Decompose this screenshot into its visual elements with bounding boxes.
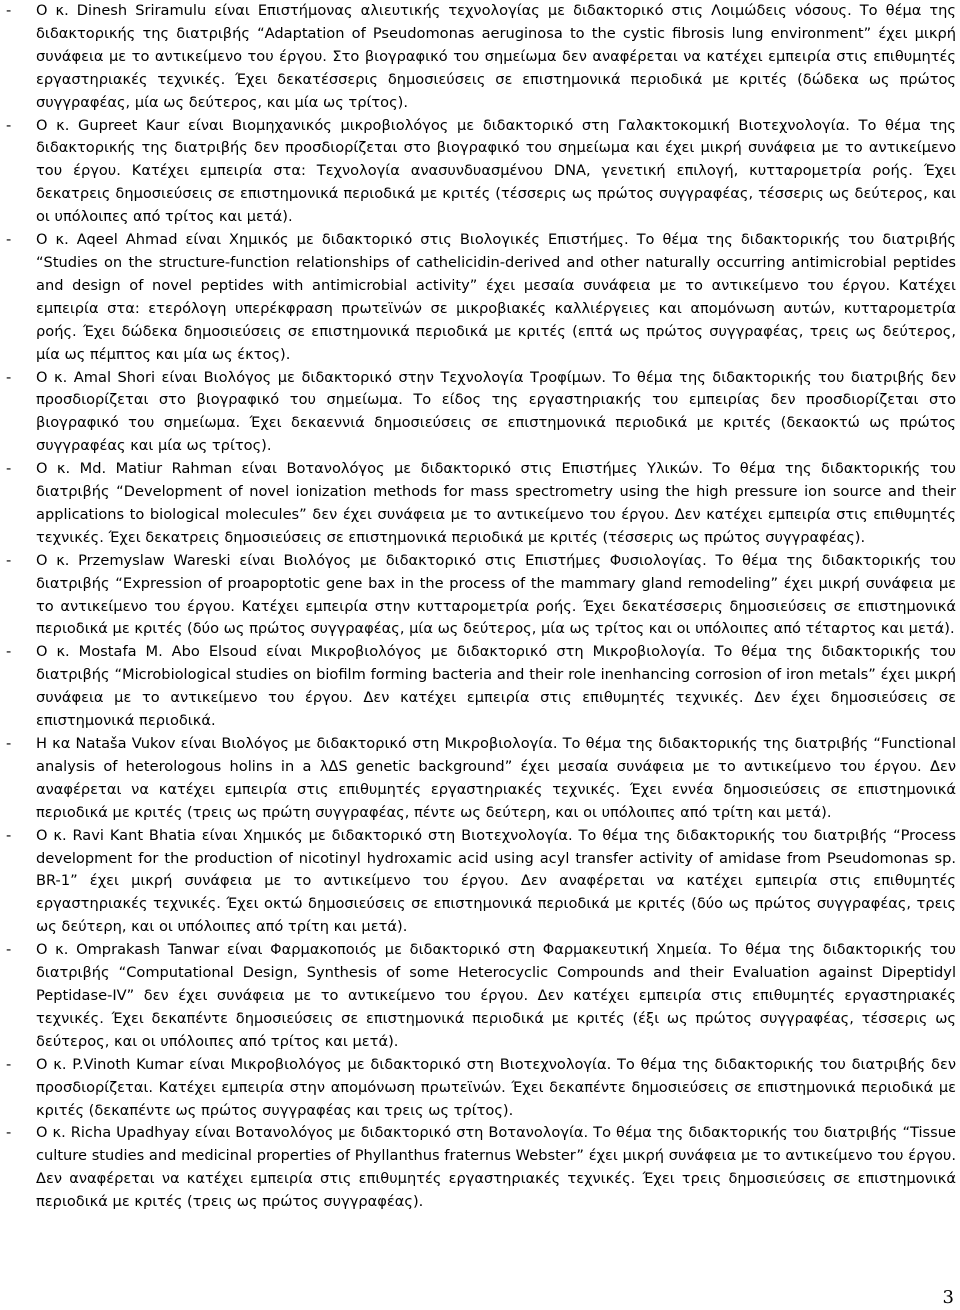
list-item xyxy=(0,939,960,1054)
list-item xyxy=(0,1054,960,1123)
list-bullet: - xyxy=(6,1055,12,1073)
list-item-text: Ο κ. Richa Upadhyay είναι Βοτανολόγος με διδακτορικό στη Βοτανολογία. Το θέμα της διδακτορικής του διατριβής “Tissue culture studies and medicinal properties of Phyllanthus fraternus Webster” έχει μικρή συνάφεια με το αντικείμενο του έργου. Δεν αναφέρεται να κατέχει εμπειρία στις επιθυμητές εργαστηριακές τεχνικές. Έχει τρεις δημοσιεύσεις σε επιστημονικά περιοδικά με κριτές (τρεις ως πρώτος συγγραφέας). xyxy=(36,1124,956,1211)
list-item-text: Ο κ. Amal Shori είναι Βιολόγος με διδακτορικό στην Τεχνολογία Τροφίμων. Το θέμα της διδακτορικής του διατριβής δεν προσδιορίζεται στο βιογραφικό του σημείωμα. Το είδος της εργαστηριακής του εμπειρίας δεν προσδιορίζεται στο βιογραφικό του σημείωμα. Έχει δεκαεννιά δημοσιεύσεις σε επιστημονικά περιοδικά με κριτές (δεκαοκτώ ως πρώτος συγγραφέας και μία ως τρίτος). xyxy=(36,368,956,455)
list-item xyxy=(0,550,960,642)
list-bullet: - xyxy=(6,2,12,19)
list-item xyxy=(0,1122,960,1214)
list-bullet: - xyxy=(6,1124,12,1142)
list-item-text: Ο κ. P.Vinoth Kumar είναι Μικροβιολόγος με διδακτορικό στη Βιοτεχνολογία. Το θέμα της διδακτορικής του διατριβής δεν προσδιορίζεται. Κατέχει εμπειρία στην απομόνωση πρωτεϊνών. Έχει δεκαπέντε δημοσιεύσεις σε επιστημονικά περιοδικά με κριτές (δεκαπέντε ως πρώτος συγγραφέας και τρεις ως τρίτος). xyxy=(36,1055,956,1119)
list-bullet: - xyxy=(6,826,12,844)
list-item-text: Ο κ. Gupreet Kaur είναι Βιομηχανικός μικροβιολόγος με διδακτορικό στη Γαλακτοκομική Βιοτεχνολογία. Το θέμα της διδακτορικής της διατριβής δεν προσδιορίζεται στο βιογραφικό του σημείωμα και έχει μικρή συνάφεια με το αντικείμενο του έργου. Κατέχει εμπειρία στα: Τεχνολογία ανασυνδυασμένου DNA, γενετική επιλογή, κυτταρομετρία ροής. Έχει δεκατρεις δημοσιεύσεις σε επιστημονικά περιοδικά με κριτές (τέσσερις ως πρώτος συγγραφέας, τέσσερις ως δεύτερος, και οι υπόλοιπες από τρίτος και μετά). xyxy=(36,116,956,226)
list-bullet: - xyxy=(6,231,12,249)
list-item-text: Ο κ. Dinesh Sriramulu είναι Επιστήμονας αλιευτικής τεχνολογίας με διδακτορικό στις Λοιμώδεις νόσους. Το θέμα της διδακτορικής της διατριβής “Adaptation of Pseudomonas aeruginosa to the cystic fibrosis lung environment” έχει μικρή συνάφεια με το αντικείμενο του έργου. Στο βιογραφικό του σημείωμα δεν αναφέρεται να κατέχει εμπειρία στις επιθυμητές εργαστηριακές τεχνικές. Έχει δεκατέσσερις δημοσιεύσεις σε επιστημονικά περιοδικά με κριτές (δώδεκα ως πρώτος συγγραφέας, μία ως δεύτερος, και μία ως τρίτος). xyxy=(36,2,956,111)
list-item-text: Ο κ. Omprakash Tanwar είναι Φαρμακοποιός με διδακτορικό στη Φαρμακευτική Χημεία. Το θέμα της διδακτορικής του διατριβής “Computational Design, Synthesis of some Heterocyclic Compounds and their Evaluation against Dipeptidyl Peptidase-IV” δεν έχει συνάφεια με το αντικείμενο του έργου. Δεν κατέχει εμπειρία στις επιθυμητές εργαστηριακές τεχνικές. Έχει δεκαπέντε δημοσιεύσεις σε επιστημονικά περιοδικά με κριτές (έξι ως πρώτος συγγραφέας, τέσσερις ως δεύτερος, και οι υπόλοιπες από τρίτος και μετά). xyxy=(36,941,956,1050)
list-bullet: - xyxy=(6,735,12,752)
list-bullet: - xyxy=(6,643,12,661)
list-item xyxy=(0,229,960,366)
page-number: 3 xyxy=(942,1287,954,1308)
list-item-text: Ο κ. Mostafa M. Abo Elsoud είναι Μικροβιολόγος με διδακτορικό στη Μικροβιολογία. Το θέμα της διδακτορικής του διατριβής “Microbiological studies on biofilm forming bacteria and their role inenhancing corrosion of iron metals” έχει μικρή συνάφεια με το αντικείμενο του έργου. Δεν κατέχει εμπειρία στις επιθυμητές τεχνικές. Δεν έχει δημοσιεύσεις σε επιστημονικά περιοδικά. xyxy=(36,643,956,730)
list-bullet: - xyxy=(6,941,12,959)
list-item xyxy=(0,458,960,550)
list-item xyxy=(0,367,960,459)
list-bullet: - xyxy=(6,368,12,386)
list-item-text: Ο κ. Aqeel Ahmad είναι Χημικός με διδακτορικό στις Βιολογικές Επιστήμες. Το θέμα της διδακτορικής του διατριβής “Studies on the structure-function relationships of cathelicidin-derived and other naturally occurring antimicrobial peptides and design of novel peptides with antimicrobial activity” έχει μεσαία συνάφεια με το αντικείμενο του έργου. Κατέχει εμπειρία στα: ετερόλογη υπερέκφραση πρωτεϊνών σε μικροβιακές καλλιέργειες και απομόνωση αυτών, κυτταρομετρία ροής. Έχει δώδεκα δημοσιεύσεις σε επιστημονικά περιοδικά με κριτές (επτά ως πρώτος συγγραφέας, τρεις ως δεύτερος, μία ως πέμπτος και μία ως έκτος). xyxy=(36,231,956,363)
list-bullet: - xyxy=(6,551,12,569)
list-item xyxy=(0,641,960,733)
list-item-text: Ο κ. Ravi Kant Bhatia είναι Χημικός με διδακτορικό στη Βιοτεχνολογία. Το θέμα της διδακτορικής του διατριβής “Process development for the production of nicotinyl hydroxamic acid using acyl transfer activity of amidase from Pseudomonas sp. BR-1” έχει μικρή συνάφεια με το αντικείμενο του έργου. Δεν αναφέρεται να κατέχει εμπειρία στις επιθυμητές εργαστηριακές τεχνικές. Έχει οκτώ δημοσιεύσεις σε επιστημονικά περιοδικά με κριτές (δύο ως πρώτος συγγραφέας, τρεις ως δεύτερη, και οι υπόλοιπες από τρίτη και μετά). xyxy=(36,826,956,936)
list-item xyxy=(0,115,960,230)
list-item xyxy=(0,733,960,825)
list-item-text: Η κα Nataša Vukov είναι Βιολόγος με διδακτορικό στη Μικροβιολογία. Το θέμα της διδακτορικής της διατριβής “Functional analysis of heterologous holins in a λΔS genetic background” έχει μεσαία συνάφεια με το αντικείμενο του έργου. Δεν αναφέρεται να κατέχει εμπειρία στις επιθυμητές εργαστηριακές τεχνικές. Έχει εννέα δημοσιεύσεις σε επιστημονικά περιοδικά με κριτές (τρεις ως πρώτη συγγραφέας, πέντε ως δεύτερη, και οι υπόλοιπες από τρίτη και μετά). xyxy=(36,735,956,821)
list-item xyxy=(0,825,960,940)
list-item-text: Ο κ. Przemyslaw Wareski είναι Βιολόγος με διδακτορικό στις Επιστήμες Φυσιολογίας. Το θέμα της διδακτορικής του διατριβής “Expression of proapoptotic gene bax in the process of the mammary gland remodeling” έχει μικρή συνάφεια με το αντικείμενο του έργου. Κατέχει εμπειρία στην κυτταρομετρία ροής. Έχει δεκατέσσερις δημοσιεύσεις σε επιστημονικά περιοδικά με κριτές (δύο ως πρώτος συγγραφέας, μία ως δεύτερος, μία ως τρίτος και οι υπόλοιπες από τέταρτος και μετά). xyxy=(36,551,956,638)
list-item xyxy=(0,0,960,115)
list-bullet: - xyxy=(6,460,12,478)
list-item-text: Ο κ. Md. Matiur Rahman είναι Βοτανολόγος με διδακτορικό στις Επιστήμες Υλικών. Το θέμα της διδακτορικής του διατριβής “Development of novel ionization methods for mass spectrometry using the high pressure ion source and their applications to biological molecules” δεν έχει συνάφεια με το αντικείμενο του έργου. Δεν κατέχει εμπειρία στις επιθυμητές τεχνικές. Έχει δεκατρεις δημοσιεύσεις σε επιστημονικά περιοδικά με κριτές (τέσσερις ως πρώτος συγγραφέας). xyxy=(36,460,956,546)
list-bullet: - xyxy=(6,116,12,134)
